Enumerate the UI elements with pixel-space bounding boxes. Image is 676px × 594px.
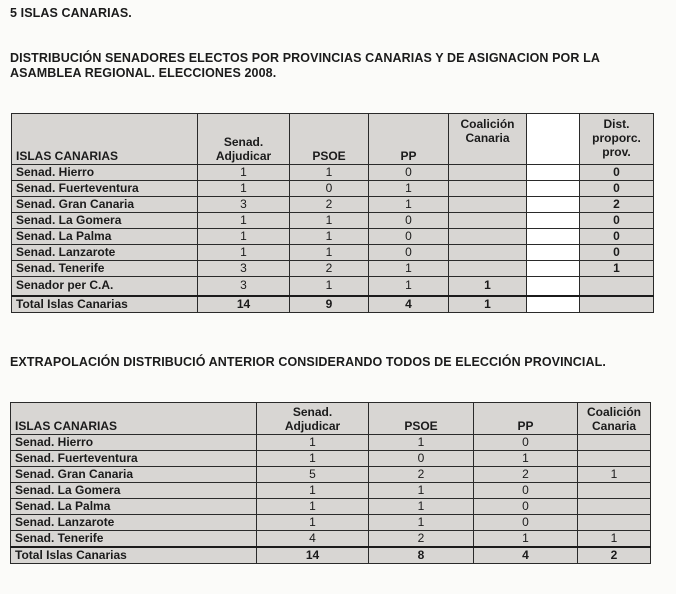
row-name: Senad. Lanzarote [11, 515, 257, 531]
total-row [12, 296, 654, 313]
cell-psoe: 2 [290, 197, 369, 213]
cell-blank [527, 277, 580, 296]
table1-header-row [12, 114, 654, 165]
col-header-region: ISLAS CANARIAS [11, 403, 257, 435]
table-row [12, 277, 654, 296]
col-header-pp: PP [474, 403, 578, 435]
row-name: Senad. Hierro [11, 435, 257, 451]
table-row [12, 165, 654, 181]
total-senad: 14 [198, 296, 290, 313]
cell-senad: 3 [198, 261, 290, 277]
row-name: Senad. Fuerteventura [12, 181, 198, 197]
cell-senad: 3 [198, 277, 290, 296]
cell-pp: 0 [369, 245, 449, 261]
cell-pp: 0 [369, 229, 449, 245]
cell-pp: 1 [369, 181, 449, 197]
cell-cc [449, 229, 527, 245]
cell-pp: 0 [474, 483, 578, 499]
cell-senad: 1 [257, 483, 369, 499]
cell-senad: 1 [198, 181, 290, 197]
cell-cc [578, 515, 651, 531]
row-name: Senad. Tenerife [12, 261, 198, 277]
total-pp: 4 [369, 296, 449, 313]
table-row [11, 451, 651, 467]
cell-blank [527, 197, 580, 213]
cell-cc [449, 181, 527, 197]
col-header-psoe: PSOE [290, 114, 369, 165]
table-row [12, 245, 654, 261]
cell-dist: 0 [580, 229, 654, 245]
col-header-blank [527, 114, 580, 165]
table-row [11, 499, 651, 515]
cell-senad: 1 [198, 229, 290, 245]
cell-dist: 0 [580, 245, 654, 261]
total-name: Total Islas Canarias [11, 547, 257, 564]
col-header-pp: PP [369, 114, 449, 165]
row-name: Senad. La Palma [12, 229, 198, 245]
total-senad: 14 [257, 547, 369, 564]
table-row [11, 435, 651, 451]
col-header-psoe: PSOE [369, 403, 474, 435]
total-cc: 2 [578, 547, 651, 564]
cell-blank [527, 213, 580, 229]
total-psoe: 8 [369, 547, 474, 564]
cell-pp: 2 [474, 467, 578, 483]
col-header-coalicion: Coalición Canaria [449, 114, 527, 165]
total-row [11, 547, 651, 564]
table-row [12, 213, 654, 229]
cell-psoe: 2 [290, 261, 369, 277]
total-dist [580, 296, 654, 313]
cell-psoe: 1 [290, 245, 369, 261]
table-row [11, 467, 651, 483]
cell-senad: 3 [198, 197, 290, 213]
cell-cc: 1 [578, 531, 651, 548]
cell-cc [449, 261, 527, 277]
row-name: Senad. La Palma [11, 499, 257, 515]
row-name: Senador per C.A. [12, 277, 198, 296]
cell-psoe: 0 [369, 451, 474, 467]
cell-senad: 1 [257, 451, 369, 467]
table-row [12, 181, 654, 197]
cell-cc [449, 245, 527, 261]
row-name: Senad. La Gomera [12, 213, 198, 229]
cell-senad: 1 [198, 165, 290, 181]
col-header-senad: Senad. Adjudicar [257, 403, 369, 435]
row-name: Senad. Tenerife [11, 531, 257, 548]
cell-dist: 0 [580, 213, 654, 229]
col-header-coalicion: Coalición Canaria [578, 403, 651, 435]
cell-psoe: 1 [369, 499, 474, 515]
cell-pp: 1 [369, 277, 449, 296]
row-name: Senad. Fuerteventura [11, 451, 257, 467]
cell-psoe: 1 [369, 435, 474, 451]
cell-dist: 1 [580, 261, 654, 277]
cell-dist [580, 277, 654, 296]
cell-blank [527, 181, 580, 197]
table-row [11, 515, 651, 531]
cell-dist: 0 [580, 165, 654, 181]
cell-pp: 1 [474, 451, 578, 467]
cell-pp: 0 [474, 435, 578, 451]
cell-pp: 0 [474, 499, 578, 515]
cell-blank [527, 229, 580, 245]
total-psoe: 9 [290, 296, 369, 313]
table-row [11, 483, 651, 499]
cell-senad: 1 [257, 515, 369, 531]
cell-pp: 0 [369, 165, 449, 181]
senators-distribution-table [11, 113, 654, 313]
cell-senad: 1 [257, 435, 369, 451]
table-row [12, 261, 654, 277]
cell-psoe: 2 [369, 467, 474, 483]
total-pp: 4 [474, 547, 578, 564]
table-row [12, 197, 654, 213]
cell-psoe: 0 [290, 181, 369, 197]
cell-cc [449, 165, 527, 181]
cell-dist: 0 [580, 181, 654, 197]
col-header-dist: Dist. proporc. prov. [580, 114, 654, 165]
cell-senad: 1 [198, 213, 290, 229]
cell-pp: 0 [474, 515, 578, 531]
cell-psoe: 1 [290, 213, 369, 229]
total-name: Total Islas Canarias [12, 296, 198, 313]
cell-blank [527, 165, 580, 181]
col-header-region: ISLAS CANARIAS [12, 114, 198, 165]
cell-cc [578, 451, 651, 467]
cell-cc [578, 499, 651, 515]
section-title: 5 ISLAS CANARIAS. [10, 6, 132, 20]
table2-header-row [11, 403, 651, 435]
extrapolation-table [10, 402, 651, 564]
total-blank [527, 296, 580, 313]
cell-cc: 1 [449, 277, 527, 296]
cell-blank [527, 245, 580, 261]
cell-senad: 1 [198, 245, 290, 261]
row-name: Senad. Lanzarote [12, 245, 198, 261]
row-name: Senad. Gran Canaria [11, 467, 257, 483]
cell-psoe: 1 [290, 229, 369, 245]
total-cc: 1 [449, 296, 527, 313]
cell-blank [527, 261, 580, 277]
cell-psoe: 1 [290, 277, 369, 296]
cell-cc [578, 483, 651, 499]
row-name: Senad. La Gomera [11, 483, 257, 499]
row-name: Senad. Hierro [12, 165, 198, 181]
cell-cc: 1 [578, 467, 651, 483]
cell-senad: 5 [257, 467, 369, 483]
cell-dist: 2 [580, 197, 654, 213]
cell-pp: 1 [369, 261, 449, 277]
cell-cc [578, 435, 651, 451]
row-name: Senad. Gran Canaria [12, 197, 198, 213]
cell-senad: 4 [257, 531, 369, 548]
table-row [12, 229, 654, 245]
cell-psoe: 1 [369, 515, 474, 531]
cell-psoe: 1 [290, 165, 369, 181]
table-row [11, 531, 651, 548]
table1-title: DISTRIBUCIÓN SENADORES ELECTOS POR PROVINCIAS CANARIAS Y DE ASIGNACION POR LA ASAMBLEA REGIONAL. ELECCIONES 2008. [10, 51, 600, 80]
cell-senad: 1 [257, 499, 369, 515]
cell-pp: 1 [474, 531, 578, 548]
cell-psoe: 1 [369, 483, 474, 499]
cell-cc [449, 197, 527, 213]
cell-pp: 1 [369, 197, 449, 213]
cell-cc [449, 213, 527, 229]
cell-psoe: 2 [369, 531, 474, 548]
table2-title: EXTRAPOLACIÓN DISTRIBUCIÓ ANTERIOR CONSIDERANDO TODOS DE ELECCIÓN PROVINCIAL. [10, 355, 606, 369]
cell-pp: 0 [369, 213, 449, 229]
col-header-senad: Senad. Adjudicar [198, 114, 290, 165]
